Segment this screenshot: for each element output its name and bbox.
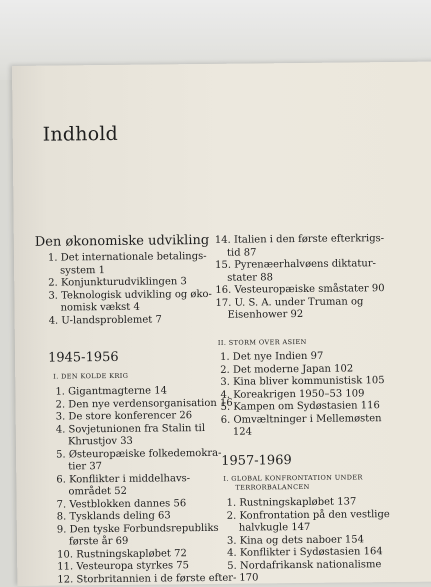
subhead-cold-war: I. DEN KOLDE KRIG (53, 371, 129, 381)
toc-entry-continuation: tid 87 (226, 246, 257, 259)
toc-entry-continuation: Eisenhower 92 (227, 308, 304, 321)
toc-entry-continuation: 170 (239, 572, 259, 584)
section-title-1945-1956: 1945-1956 (47, 349, 119, 366)
toc-entry (215, 233, 385, 260)
toc-entry (57, 572, 236, 586)
toc-entry-text: 14. Italien i den første efterkrigs- (214, 233, 385, 246)
global-confrontation-list (227, 496, 391, 585)
toc-entry-continuation: området 52 (68, 485, 128, 498)
toc-entry (48, 288, 212, 315)
toc-entry-text: 3. Teknologisk udvikling og øko- (48, 288, 212, 302)
toc-entry (56, 447, 235, 474)
toc-entry (56, 472, 235, 499)
toc-entry-text: 2. Det moderne Japan 102 (220, 362, 354, 376)
toc-entry-text: 4. U-landsproblemet 7 (48, 313, 162, 327)
toc-entry (56, 422, 235, 449)
toc-entry-text: 5. Nordafrikansk nationalisme (227, 558, 382, 572)
subhead-line: TERRORBALANCEN (235, 482, 310, 492)
right-top-list (215, 233, 385, 322)
toc-entry (227, 559, 390, 586)
subhead-global-confrontation (223, 473, 363, 492)
toc-entry-text: 12. Storbritannien i de første efter- (57, 572, 237, 586)
toc-entry-text: 7. Vestblokken dannes 56 (56, 497, 187, 511)
toc-entry-continuation: Khrustjov 33 (67, 435, 133, 448)
toc-entry-text: 1. Gigantmagterne 14 (55, 385, 168, 398)
toc-entry (221, 413, 385, 440)
toc-entry-text: 6. Konflikter i middelhavs- (56, 472, 191, 486)
section-title-1957-1969: 1957-1969 (221, 453, 292, 469)
toc-entry-text: 3. Kina og dets naboer 154 (226, 533, 365, 547)
toc-entry-text: 16. Vesteuropæiske småstater 90 (215, 283, 385, 296)
toc-entry-text: 9. Den tyske Forbundsrepubliks (56, 522, 219, 536)
toc-entry-text: 1. Det internationale betalings- (47, 250, 207, 264)
toc-entry-text: 2. Den nye verdensorganisation 16 (55, 397, 233, 411)
toc-entry-continuation: stater 88 (227, 271, 274, 284)
toc-entry-continuation: første år 69 (68, 535, 129, 548)
toc-entry-continuation: system 1 (60, 264, 106, 277)
toc-entry-text: 11. Vesteuropa styrkes 75 (57, 560, 190, 573)
toc-entry-text: 4. Konflikter i Sydøstasien 164 (227, 546, 383, 559)
toc-entry (227, 509, 390, 536)
toc-entry-text: 1. Det nye Indien 97 (220, 350, 324, 363)
subhead-storm-over-asia: II. STORM OVER ASIEN (217, 337, 307, 347)
toc-entry-continuation: 124 (232, 426, 252, 438)
toc-entry-text: 1. Rustningskapløbet 137 (226, 496, 357, 509)
toc-entry (215, 283, 384, 297)
toc-entry-text: 3. De store konferencer 26 (55, 410, 193, 423)
toc-entry (220, 375, 384, 389)
subhead-line: I. GLOBAL KONFRONTATION UNDER (223, 473, 363, 483)
toc-entry-text: 10. Rustningskapløbet 72 (57, 547, 187, 561)
toc-entry-text: 2. Konjunkturudviklingen 3 (48, 276, 187, 289)
toc-entry-continuation: halvkugle 147 (238, 521, 311, 534)
toc-entry-continuation: nomisk vækst 4 (60, 301, 140, 314)
toc-entry-text: 4. Sovjetunionen fra Stalin til (55, 422, 206, 436)
toc-entry-text: 3. Kina bliver kommunistisk 105 (220, 375, 385, 388)
cold-war-list (55, 385, 236, 587)
toc-entry (215, 258, 385, 285)
toc-entry-text: 15. Pyrenæerhalvøens diktatur- (215, 258, 377, 271)
toc-entry (48, 251, 212, 278)
toc-entry (215, 296, 385, 323)
toc-entry-text: 5. Østeuropæiske folkedemokra- (56, 447, 222, 461)
toc-entry-continuation: tier 37 (68, 461, 103, 473)
toc-entry (57, 522, 236, 549)
book-page (12, 61, 431, 585)
toc-entry (55, 397, 234, 411)
toc-entry (49, 313, 213, 327)
page-title: Indhold (42, 122, 119, 146)
toc-entry (227, 546, 390, 560)
toc-entry-text: 17. U. S. A. under Truman og (215, 295, 364, 309)
toc-entry-text: 5. Kampen om Sydøstasien 116 (220, 400, 380, 413)
toc-entry-text: 6. Omvæltninger i Mellemøsten (220, 412, 382, 426)
toc-entry-text: 2. Konfrontation på den vestlige (226, 508, 390, 522)
asia-list (220, 350, 385, 439)
section-title-economy: Den økonomiske udvikling (34, 232, 210, 250)
economy-list (48, 251, 212, 328)
toc-entry-text: 8. Tysklands deling 63 (56, 510, 171, 523)
toc-entry-text: 4. Koreakrigen 1950–53 109 (220, 387, 365, 401)
toc-entry (221, 400, 385, 414)
